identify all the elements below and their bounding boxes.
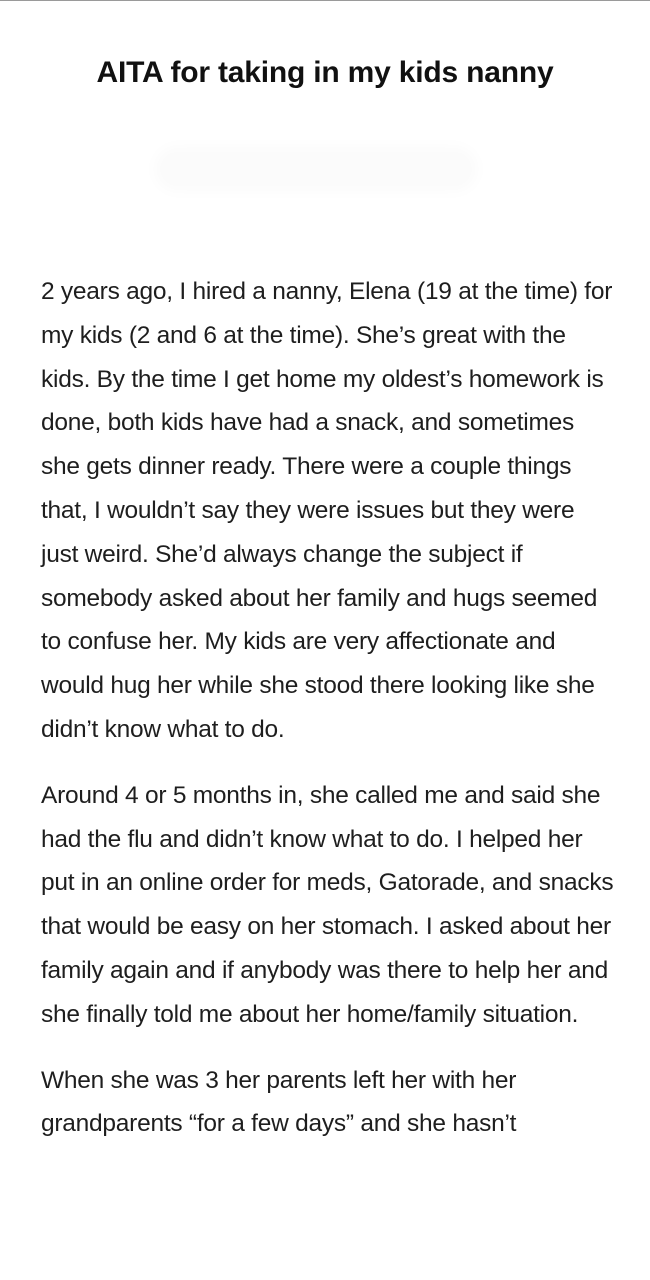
paragraph-2: Around 4 or 5 months in, she called me and said she had the flu and didn’t know what to do. I helped her put in an online order for meds, Gatorade, and snacks that would be easy on her stomach. I asked about her family again and if anybody was there to help her and she finally told me about her home/family situation.	[41, 781, 614, 1028]
post-body	[41, 270, 616, 1168]
blurred-byline	[160, 152, 472, 186]
top-divider	[0, 0, 650, 1]
paragraph-1: 2 years ago, I hired a nanny, Elena (19 at the time) for my kids (2 and 6 at the time). She’s great with the kids. By the time I get home my oldest’s homework is done, both kids have had a snack, and sometimes she gets dinner ready. There were a couple things that, I wouldn’t say they were issues but they were just weird. She’d always change the subject if somebody asked about her family and hugs seemed to confuse her. My kids are very affectionate and would hug her while she stood there looking like she didn’t know what to do.	[41, 278, 613, 743]
paragraph-3: When she was 3 her parents left her with her grandparents “for a few days” and she hasn’t	[41, 1066, 517, 1138]
post-title: AITA for taking in my kids nanny	[96, 56, 554, 89]
